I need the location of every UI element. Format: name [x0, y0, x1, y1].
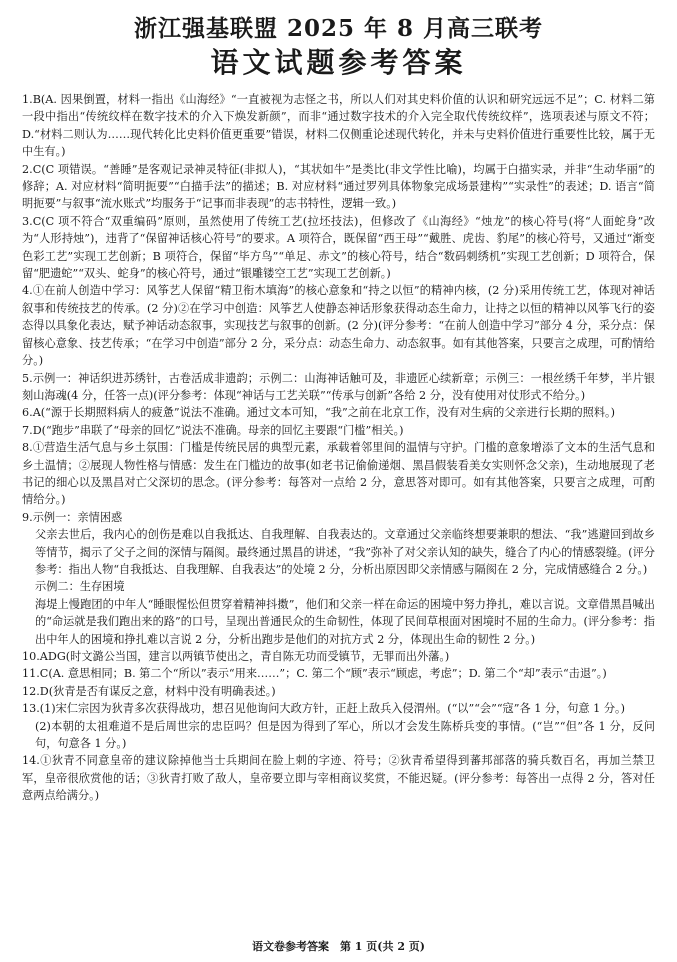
answer-item [22, 422, 655, 439]
answer-item [22, 282, 655, 369]
answer-text: 示例一：神话织进苏绣针，古卷活成非遗韵；示例二：山海神话触可及，非遗匠心续新章；示例三：一根丝绣千年梦，半片银刻山海魂(4 分，任答一点)(评分参考：体现“神话与工艺关联”“传承与创新”各给 2 分，没有使用对仗形式不给分。) [22, 371, 655, 402]
answer-continuation: 示例二：生存困境 [35, 580, 125, 594]
answer-text: 示例一：亲情困惑 父亲去世后，我内心的创伤是难以自我抵达、自我理解、自我表达的。文章通过父亲临终想要兼职的想法、“我”逃避回到故乡等情节，揭示了父子之间的深情与隔阂。最终通过黑昌的讲述，“我”弥补了对父亲认知的缺失，缝合了内心的情感裂缝。(评分参考：指出人物“自我抵达、自我理解、自我表达”的处境 2 分，分析出原因即父亲情感与隔阂在 2 分，完成情感缝合 2 分。) 示例二：生存困境 海堤上慢跑团的中年人“睡眼惺忪但贯穿着精神抖擞”，他们和父亲一样在命运的困境中努力挣扎，难以言说。文章借黑昌喊出的“命运就是我们跑出来的路”的口号，呈现出普通民众的生命韧性，体现了民间草根面对困境时不屈的生命力。(评分参考：指出中年人的困境和挣扎难以言说 2 分，分析出跑步是他们的对抗方式 2 分，体现出生命的韧性 2 分。) [22, 511, 655, 648]
answer-item [22, 161, 655, 213]
answer-text: C(C 项错误。“善睡”是客观记录神灵特征(非拟人)，“其状如牛”是类比(非文学性比喻)，均属于白描实录，并非“生动华丽”的修辞；A. 对应材料“简明扼要”“白描手法”的描述；B. 对应材料“通过罗列具体物象完成场景建构”“实录性”的表述；D. 语言“简明扼要”与叙事“流水账式”均服务于“记事而非表现”的志书特性，逻辑一致。) [22, 162, 655, 211]
answer-number: 3. [22, 214, 33, 228]
answer-continuation: 海堤上慢跑团的中年人“睡眼惺忪但贯穿着精神抖擞”，他们和父亲一样在命运的困境中努力挣扎，难以言说。文章借黑昌喊出的“命运就是我们跑出来的路”的口号，呈现出普通民众的生命韧性，体现了民间草根面对困境时不屈的生命力。(评分参考：指出中年人的困境和挣扎难以言说 2 分，分析出跑步是他们的对抗方式 2 分，体现出生命的韧性 2 分。) [35, 597, 655, 646]
answer-item [22, 683, 655, 700]
answer-continuation: (2)本朝的太祖难道不是后周世宗的忠臣吗？但是因为得到了军心，所以才会发生陈桥兵变的事情。(“岂”“但”各 1 分，反问句，句意各 1 分。) [35, 719, 655, 751]
answer-number: 14. [22, 754, 40, 768]
answer-item [22, 665, 655, 682]
answer-item [22, 213, 655, 283]
answer-item [22, 439, 655, 509]
answer-number: 1. [22, 93, 33, 106]
answer-item [22, 648, 655, 665]
page-footer: 语文卷参考答案 第 1 页(共 2 页) [251, 940, 426, 953]
answer-number: 2. [22, 162, 33, 176]
answer-text: A(“源于长期照料病人的疲惫”说法不准确。通过文本可知，“我”之前在北京工作，没有对生病的父亲进行长期的照料。) [32, 406, 615, 420]
answer-text: C(A. 意思相同；B. 第二个“所以”表示“用来……”；C. 第二个“顾”表示“顾虑，考虑”；D. 第二个“却”表示“击退”。) [39, 667, 607, 681]
answer-number: 10. [22, 650, 40, 663]
answer-item [22, 91, 655, 161]
exam-title: 浙江强基联盟 2025 年 8 月高三联考 [133, 15, 544, 42]
answer-text: C(C 项不符合“双重编码”原则，虽然使用了传统工艺(拉坯技法)，但修改了《山海经》“烛龙”的核心符号(将“人面蛇身”改为“人形持烛”)，违背了“保留神话核心符号”的要求。A 项符合，既保留“西王母”“戴胜、虎齿、豹尾”的核心符号，又通过“渐变色彩工艺”实现工艺创新；B 项符合，保留“毕方鸟”“单足、赤文”的核心符号，结合“数码刺绣机”实现工艺创新；D 项符合，保留“肥遗蛇”“双头、蛇身”的核心符号，通过“银雕镂空工艺”实现工艺创新。) [22, 214, 655, 281]
answer-text: ADG(时文潞公当国，建言以两镇节使出之，青自陈无功而受镇节，无罪而出外藩。) [39, 650, 450, 663]
answer-number: 13. [22, 702, 40, 716]
answer-item [22, 700, 655, 752]
answer-text: D(“跑步”串联了“母亲的回忆”说法不准确。母亲的回忆主要跟“门槛”相关。) [32, 423, 404, 437]
answer-text: D(狄青是否有谋反之意，材料中没有明确表述。) [39, 684, 276, 698]
answer-text: ①营造生活气息与乡土氛围：门槛是传统民居的典型元素，承载着邻里间的温情与守护。门槛的意象增添了文本的生活气息和乡土温情；②展现人物性格与情感：发生在门槛边的故事(如老书记偷偷递烟、黑昌假装看美女实则怀念父亲)，生动地展现了老书记的细心以及黑昌对亡父深切的思念。(评分参考：每答对一点给 2 分，意思答对即可。如有其他答案，只要言之成理，可酌情给分。) [22, 441, 655, 507]
answer-number: 6. [22, 406, 33, 420]
answer-number: 11. [22, 667, 40, 681]
answer-text: B(A. 因果倒置，材料一指出《山海经》“一直被视为志怪之书，所以人们对其史料价值的认识和研究远远不足”；C. 材料二第一段中指出“传统纹样在数字技术的介入下焕发新颜”，而非“通过数字技术的介入完全取代传统纹样”，选项表述与原文不符；D.“材料二则认为……现代转化比史料价值更重要”错误，材料二仅侧重论述现代转化，并未与史料价值进行重要性比较，属于无中生有。) [22, 93, 655, 159]
answer-number: 8. [22, 441, 33, 455]
answer-number: 4. [22, 284, 33, 298]
answer-list [22, 91, 655, 805]
answer-number: 7. [22, 423, 33, 437]
answer-number: 9. [22, 510, 33, 524]
answer-text: (1)宋仁宗因为狄青多次获得战功，想召见他询问大政方针，正赶上敌兵入侵渭州。(“以”“会”“寇”各 1 分，句意 1 分。) (2)本朝的太祖难道不是后周世宗的忠臣吗？但是因为得到了军心，所以才会发生陈桥兵变的事情。(“岂”“但”各 1 分，反问句，句意各 1 分。) [22, 702, 655, 752]
answer-continuation: 父亲去世后，我内心的创伤是难以自我抵达、自我理解、自我表达的。文章通过父亲临终想要兼职的想法、“我”逃避回到故乡等情节，揭示了父子之间的深情与隔阂。最终通过黑昌的讲述，“我”弥补了对父亲认知的缺失，缝合了内心的情感裂缝。(评分参考：指出人物“自我抵达、自我理解、自我表达”的处境 2 分，分析出原因即父亲情感与隔阂在 2 分，完成情感缝合 2 分。) [35, 528, 655, 576]
answer-text: ①狄青不同意皇帝的建议除掉他当士兵期间在脸上刺的字迹、符号；②狄青希望得到蕃邦部落的骑兵数百名，再加兰禁卫军，皇帝很欣赏他的话；③狄青打败了敌人，皇帝要立即与宰相商议奖赏，不能迟疑。(评分参考：每答出一点得 2 分，答对任意两点给满分。) [22, 754, 655, 803]
answer-item [22, 404, 655, 421]
answer-item [22, 509, 655, 648]
answer-key-title: 语文试题参考答案 [210, 46, 467, 79]
answer-item [22, 752, 655, 804]
answer-number: 12. [22, 684, 40, 698]
answer-text: ①在前人创造中学习：风筝艺人保留“精卫衔木填海”的核心意象和“持之以恒”的精神内核，(2 分)采用传统工艺，体现对神话叙事和传统技艺的传承。(2 分)②在学习中创造：风筝艺人使静态神话形象获得动态生命力，让持之以恒的精神以风筝飞行的姿态得以具象化表达，赋予神话动态叙事，实现技艺与叙事的创新。(2 分)(评分参考：“在前人创造中学习”部分 4 分，采分点：保留核心意象、技艺传承；“在学习中创造”部分 2 分，采分点：动态生命力、动态叙事。如有其他答案，只要言之成理，可酌情给分。) [22, 284, 655, 368]
answer-item [22, 370, 655, 405]
answer-number: 5. [22, 371, 33, 385]
